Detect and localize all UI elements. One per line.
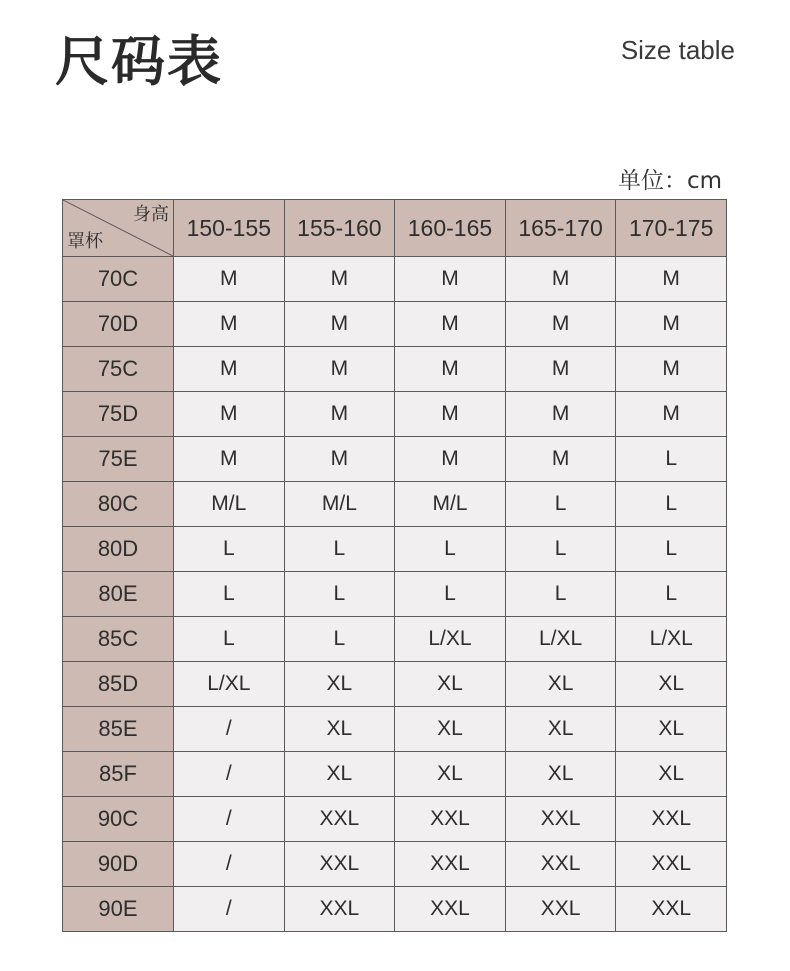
- size-cell: M: [616, 392, 727, 437]
- size-cell: XL: [284, 662, 395, 707]
- size-cell: /: [174, 887, 285, 932]
- size-cell: M: [395, 437, 506, 482]
- table-row: [63, 437, 727, 482]
- height-column-header: 150-155: [174, 200, 285, 257]
- header-row: [63, 200, 727, 257]
- size-cell: XL: [395, 707, 506, 752]
- cup-size-cell: 75C: [63, 347, 174, 392]
- unit-label: 单位：cm: [617, 168, 722, 194]
- size-cell: M: [284, 302, 395, 347]
- size-cell: XL: [284, 707, 395, 752]
- size-cell: L: [616, 527, 727, 572]
- size-cell: M: [174, 347, 285, 392]
- size-cell: M: [616, 302, 727, 347]
- size-cell: M: [284, 257, 395, 302]
- size-cell: M: [505, 392, 616, 437]
- size-cell: XL: [284, 752, 395, 797]
- size-cell: M: [505, 257, 616, 302]
- size-cell: XXL: [395, 842, 506, 887]
- size-cell: M: [395, 392, 506, 437]
- cup-size-cell: 70D: [63, 302, 174, 347]
- table-row: [63, 752, 727, 797]
- size-cell: M: [395, 257, 506, 302]
- size-cell: L: [616, 572, 727, 617]
- cup-size-cell: 85D: [63, 662, 174, 707]
- size-cell: M: [395, 302, 506, 347]
- size-cell: L: [284, 617, 395, 662]
- table-row: [63, 887, 727, 932]
- cup-size-cell: 90D: [63, 842, 174, 887]
- size-cell: L: [505, 572, 616, 617]
- size-cell: M: [505, 437, 616, 482]
- size-cell: L/XL: [616, 617, 727, 662]
- size-cell: L: [395, 527, 506, 572]
- cup-axis-label: 罩杯: [67, 231, 103, 252]
- size-cell: XXL: [395, 797, 506, 842]
- size-cell: M: [616, 257, 727, 302]
- size-cell: L: [616, 482, 727, 527]
- size-cell: XXL: [284, 887, 395, 932]
- size-cell: L: [616, 437, 727, 482]
- size-cell: L/XL: [174, 662, 285, 707]
- size-cell: XL: [505, 707, 616, 752]
- size-cell: M/L: [395, 482, 506, 527]
- height-column-header: 170-175: [616, 200, 727, 257]
- table-row: [63, 392, 727, 437]
- cup-size-cell: 90E: [63, 887, 174, 932]
- table-row: [63, 527, 727, 572]
- size-cell: M: [616, 347, 727, 392]
- table-header: [63, 200, 727, 257]
- cup-size-cell: 70C: [63, 257, 174, 302]
- size-cell: /: [174, 842, 285, 887]
- size-cell: XXL: [284, 797, 395, 842]
- size-cell: /: [174, 707, 285, 752]
- size-cell: M: [395, 347, 506, 392]
- size-cell: L: [284, 527, 395, 572]
- size-cell: XL: [616, 752, 727, 797]
- cup-size-cell: 80D: [63, 527, 174, 572]
- table-row: [63, 662, 727, 707]
- size-cell: XL: [505, 662, 616, 707]
- table-row: [63, 797, 727, 842]
- page-subtitle: Size table: [620, 35, 735, 65]
- table-row: [63, 707, 727, 752]
- cup-size-cell: 85F: [63, 752, 174, 797]
- size-cell: M: [174, 437, 285, 482]
- table-row: [63, 347, 727, 392]
- size-cell: M: [174, 392, 285, 437]
- size-cell: XXL: [616, 797, 727, 842]
- size-cell: /: [174, 752, 285, 797]
- size-cell: L/XL: [505, 617, 616, 662]
- size-cell: L: [505, 527, 616, 572]
- page-title: 尺码表: [55, 30, 223, 93]
- cup-size-cell: 75E: [63, 437, 174, 482]
- size-cell: XL: [395, 662, 506, 707]
- height-column-header: 155-160: [284, 200, 395, 257]
- table-body: [63, 257, 727, 932]
- size-cell: XXL: [616, 842, 727, 887]
- size-cell: XL: [616, 707, 727, 752]
- size-cell: XXL: [616, 887, 727, 932]
- cup-size-cell: 90C: [63, 797, 174, 842]
- cup-size-cell: 80C: [63, 482, 174, 527]
- table-row: [63, 842, 727, 887]
- size-cell: /: [174, 797, 285, 842]
- size-cell: M/L: [284, 482, 395, 527]
- size-cell: M/L: [174, 482, 285, 527]
- size-cell: L: [284, 572, 395, 617]
- size-cell: XL: [505, 752, 616, 797]
- cup-size-cell: 75D: [63, 392, 174, 437]
- height-column-header: 165-170: [505, 200, 616, 257]
- size-cell: M: [174, 302, 285, 347]
- size-cell: L: [174, 527, 285, 572]
- size-cell: L: [505, 482, 616, 527]
- size-cell: XXL: [505, 797, 616, 842]
- table-row: [63, 302, 727, 347]
- size-cell: XL: [616, 662, 727, 707]
- height-axis-label: 身高: [133, 204, 169, 225]
- corner-cell: [63, 200, 174, 257]
- size-cell: M: [505, 347, 616, 392]
- table-row: [63, 572, 727, 617]
- cup-size-cell: 85C: [63, 617, 174, 662]
- size-cell: M: [284, 392, 395, 437]
- cup-size-cell: 85E: [63, 707, 174, 752]
- size-cell: L: [174, 617, 285, 662]
- size-cell: XL: [395, 752, 506, 797]
- size-cell: M: [284, 437, 395, 482]
- size-cell: XXL: [395, 887, 506, 932]
- size-cell: XXL: [505, 842, 616, 887]
- table-row: [63, 482, 727, 527]
- size-cell: M: [284, 347, 395, 392]
- size-cell: L: [395, 572, 506, 617]
- table-row: [63, 257, 727, 302]
- size-cell: L/XL: [395, 617, 506, 662]
- size-cell: XXL: [284, 842, 395, 887]
- size-cell: XXL: [505, 887, 616, 932]
- cup-size-cell: 80E: [63, 572, 174, 617]
- size-table: [62, 199, 727, 932]
- size-cell: M: [505, 302, 616, 347]
- size-cell: L: [174, 572, 285, 617]
- table-row: [63, 617, 727, 662]
- height-column-header: 160-165: [395, 200, 506, 257]
- size-cell: M: [174, 257, 285, 302]
